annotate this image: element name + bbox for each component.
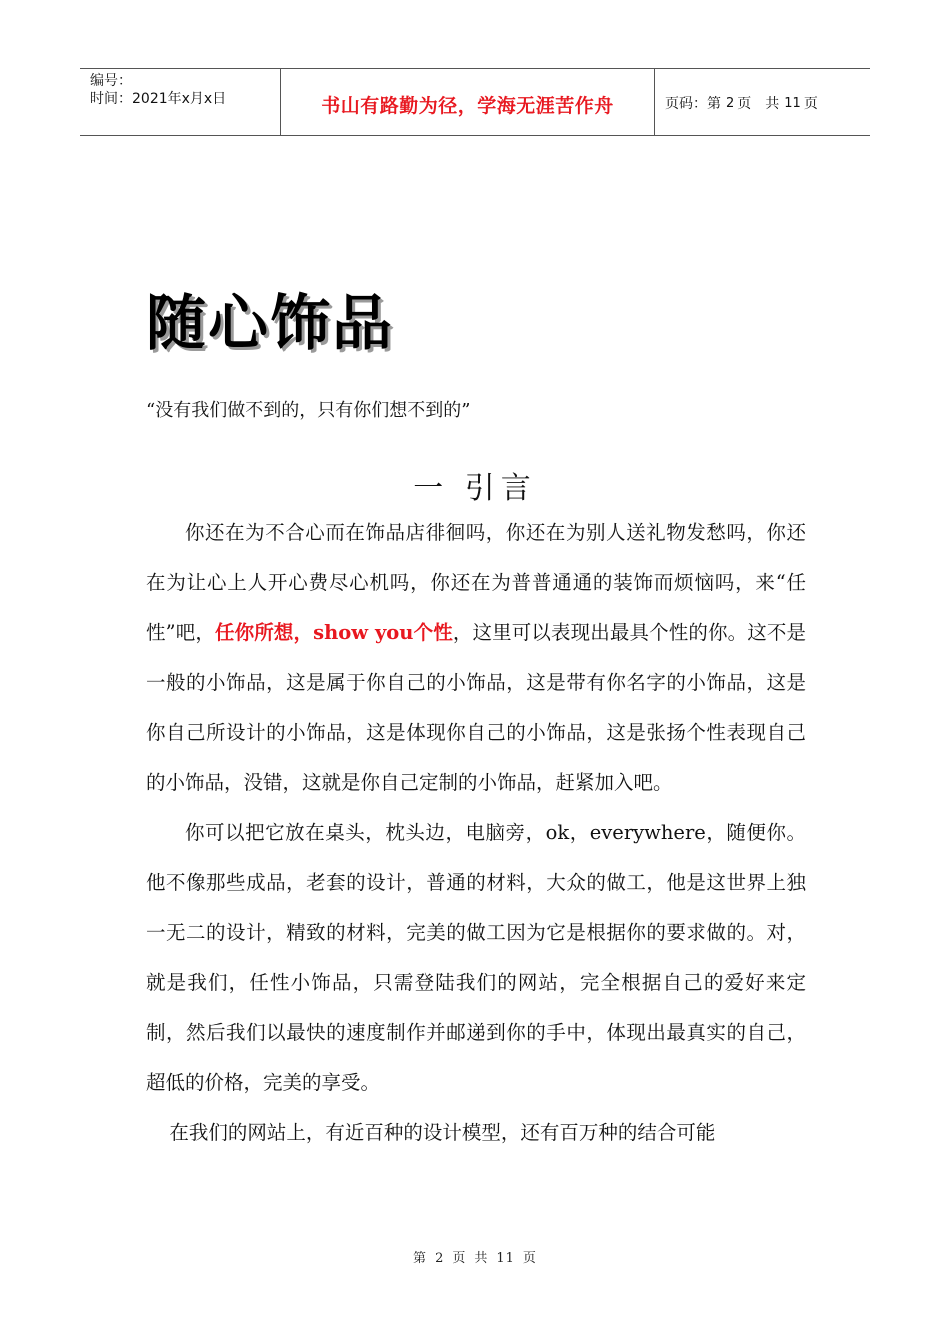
paragraph-1-text-b: ，这里可以表现出最具个性的你。这不是一般的小饰品，这是属于你自己的小饰品，这是带有你名字的小饰品，这是你自己所设计的小饰品，这是体现你自己的小饰品，这是张扬个性表现自己的小饰品，没错，这就是你自己定制的小饰品，赶紧加入吧。 xyxy=(146,621,806,794)
highlight-text: 任你所想，show you个性 xyxy=(214,621,453,644)
slogan: “没有我们做不到的，只有你们想不到的” xyxy=(146,400,471,421)
footer-prefix: 第 xyxy=(413,1251,428,1266)
section-heading: 一 引言 xyxy=(413,471,537,506)
total-unit: 页 xyxy=(803,96,818,112)
document-time-label: 时间：2021年x月x日 xyxy=(90,91,227,107)
paragraph-1 xyxy=(146,508,806,808)
footer-unit: 页 xyxy=(452,1251,467,1266)
document-title: 随心饰品 xyxy=(146,289,394,359)
page-label: 页码：第 xyxy=(665,96,721,112)
paragraph-3: 在我们的网站上，有近百种的设计模型，还有百万种的结合可能 xyxy=(169,1121,716,1144)
total-label: 共 xyxy=(765,96,780,112)
header-page-info xyxy=(655,69,870,135)
footer-total-unit: 页 xyxy=(522,1251,537,1266)
footer-total-prefix: 共 xyxy=(474,1251,489,1266)
paragraph-1-text-a: 你还在为不合心而在饰品店徘徊吗，你还在为别人送礼物发愁吗，你还在为让心上人开心费尽心机吗，你还在为普普通通的装饰而烦恼吗，来“任性”吧， xyxy=(146,521,806,644)
document-header xyxy=(80,68,870,136)
page-total: 11 xyxy=(784,95,801,111)
page-unit: 页 xyxy=(737,96,752,112)
page-footer xyxy=(0,1247,950,1266)
header-motto: 书山有路勤为径，学海无涯苦作舟 xyxy=(281,69,655,135)
footer-total: 11 xyxy=(496,1251,515,1266)
footer-current: 2 xyxy=(435,1251,445,1266)
paragraph-2: 你可以把它放在桌头，枕头边，电脑旁，ok，everywhere，随便你。他不像那些成品，老套的设计，普通的材料，大众的做工，他是这世界上独一无二的设计，精致的材料，完美的做工因为它是根据你的要求做的。对，就是我们，任性小饰品，只需登陆我们的网站，完全根据自己的爱好来定制，然后我们以最快的速度制作并邮递到你的手中，体现出最真实的自己，超低的价格，完美的享受。 xyxy=(146,821,806,1094)
header-info-cell xyxy=(80,69,281,135)
document-number-label: 编号： xyxy=(90,73,132,89)
body-text xyxy=(146,508,806,1158)
page-current: 2 xyxy=(726,95,735,111)
